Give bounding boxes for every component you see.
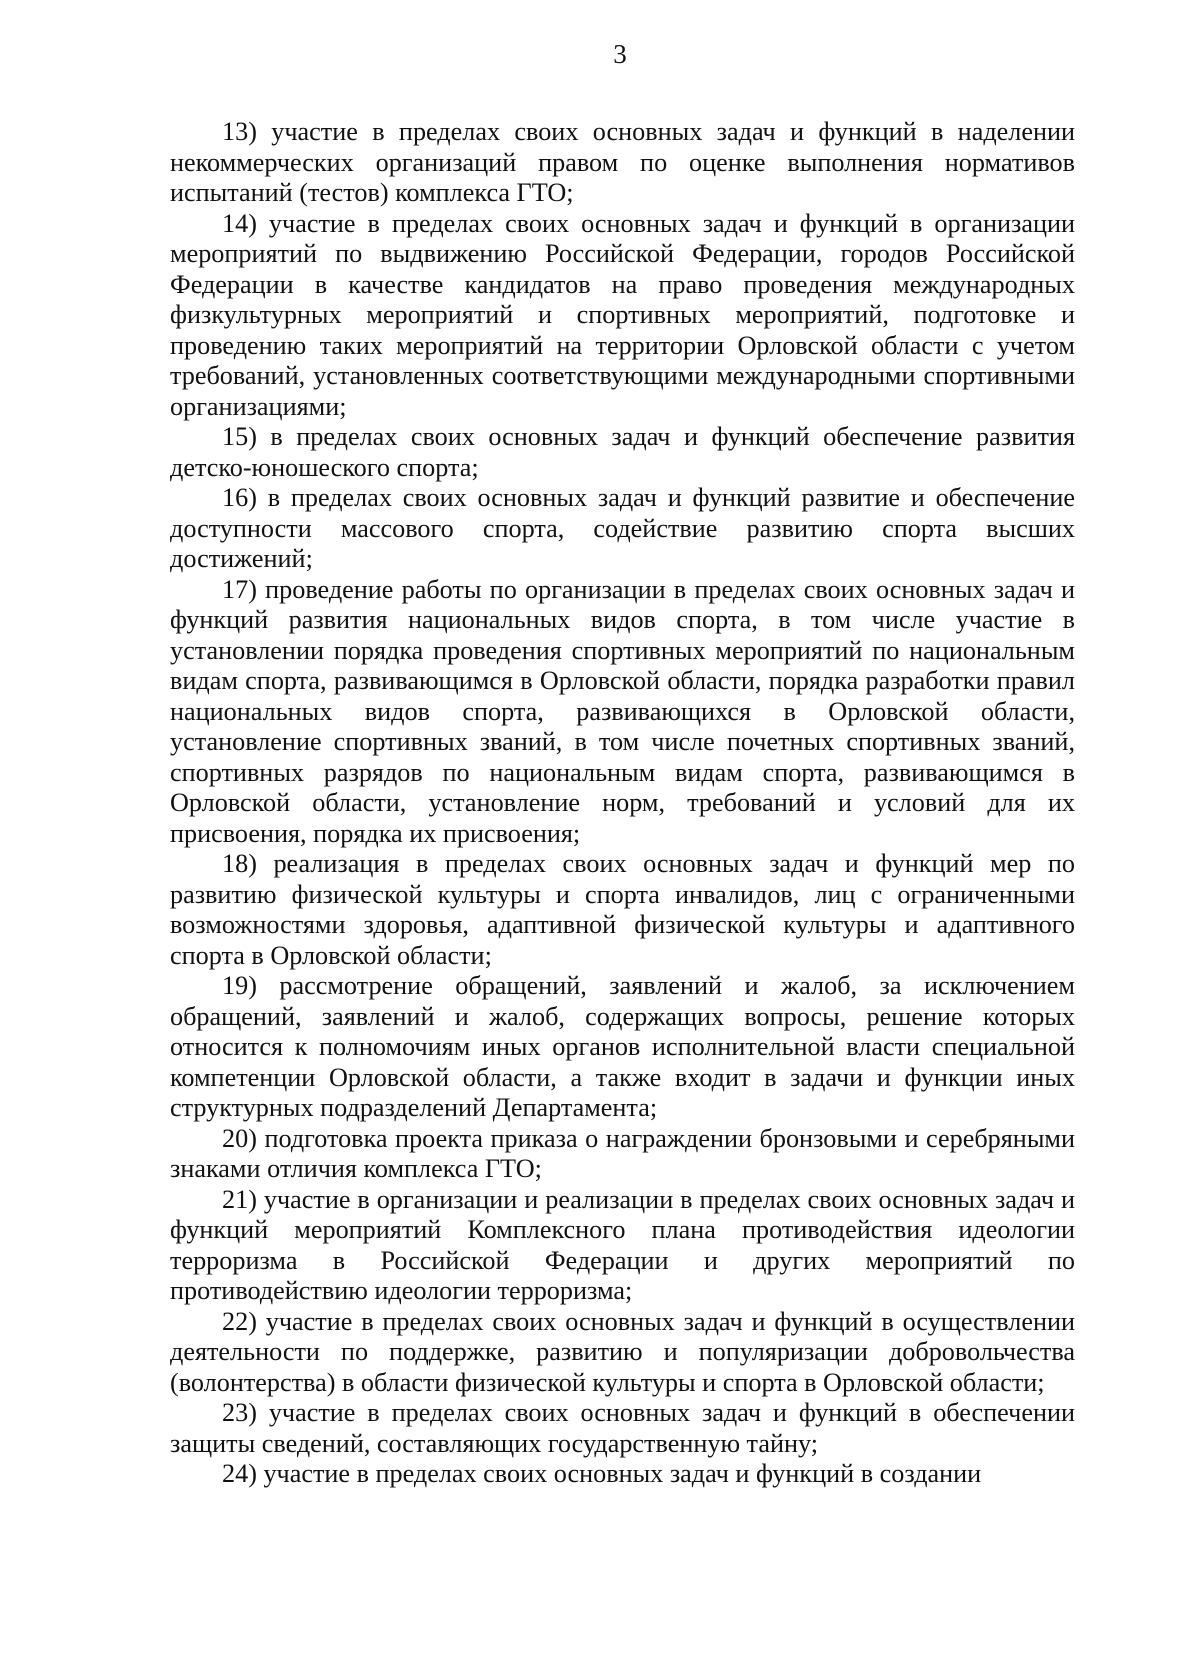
paragraph-item-15: 15) в пределах своих основных задач и функций обеспечение развития детско-юношеского спорта; [170, 422, 1075, 482]
paragraph-item-20: 20) подготовка проекта приказа о награждении бронзовыми и серебряными знаками отличия комплекса ГТО; [170, 1123, 1075, 1183]
document-body [170, 117, 1075, 1490]
paragraph-item-23: 23) участие в пределах своих основных задач и функций в обеспечении защиты сведений, составляющих государственную тайну; [170, 1398, 1075, 1458]
paragraph-item-17: 17) проведение работы по организации в пределах своих основных задач и функций развития национальных видов спорта, в том числе участие в установлении порядка проведения спортивных мероприятий по национальным видам спорта, развивающимся в Орловской области, порядка разработки правил национальных видов спорта, развивающихся в Орловской области, установление спортивных званий, в том числе почетных спортивных званий, спортивных разрядов по национальным видам спорта, развивающимся в Орловской области, установление норм, требований и условий для их присвоения, порядка их присвоения; [170, 574, 1075, 848]
paragraph-item-22: 22) участие в пределах своих основных задач и функций в осуществлении деятельности по поддержке, развитию и популяризации добровольчества (волонтерства) в области физической культуры и спорта в Орловской области; [170, 1306, 1075, 1397]
paragraph-item-18: 18) реализация в пределах своих основных задач и функций мер по развитию физической культуры и спорта инвалидов, лиц с ограниченными возможностями здоровья, адаптивной физической культуры и адаптивного спорта в Орловской области; [170, 849, 1075, 970]
paragraph-item-16: 16) в пределах своих основных задач и функций развитие и обеспечение доступности массового спорта, содействие развитию спорта высших достижений; [170, 483, 1075, 573]
paragraph-item-13: 13) участие в пределах своих основных задач и функций в наделении некоммерческих организаций правом по оценке выполнения нормативов испытаний (тестов) комплекса ГТО; [170, 117, 1075, 207]
paragraph-item-14: 14) участие в пределах своих основных задач и функций в организации мероприятий по выдвижению Российской Федерации, городов Российской Федерации в качестве кандидатов на право проведения международных физкультурных мероприятий и спортивных мероприятий, подготовке и проведению таких мероприятий на территории Орловской области с учетом требований, установленных соответствующими международными спортивными организациями; [170, 208, 1075, 421]
paragraph-item-19: 19) рассмотрение обращений, заявлений и жалоб, за исключением обращений, заявлений и жалоб, содержащих вопросы, решение которых относится к полномочиям иных органов исполнительной власти специальной компетенции Орловской области, а также входит в задачи и функции иных структурных подразделений Департамента; [170, 971, 1075, 1122]
paragraph-item-21: 21) участие в организации и реализации в пределах своих основных задач и функций мероприятий Комплексного плана противодействия идеологии терроризма в Российской Федерации и других мероприятий по противодействию идеологии терроризма; [170, 1184, 1075, 1305]
page-number: 3 [613, 39, 627, 69]
paragraph-item-24: 24) участие в пределах своих основных задач и функций в создании [222, 1459, 982, 1488]
